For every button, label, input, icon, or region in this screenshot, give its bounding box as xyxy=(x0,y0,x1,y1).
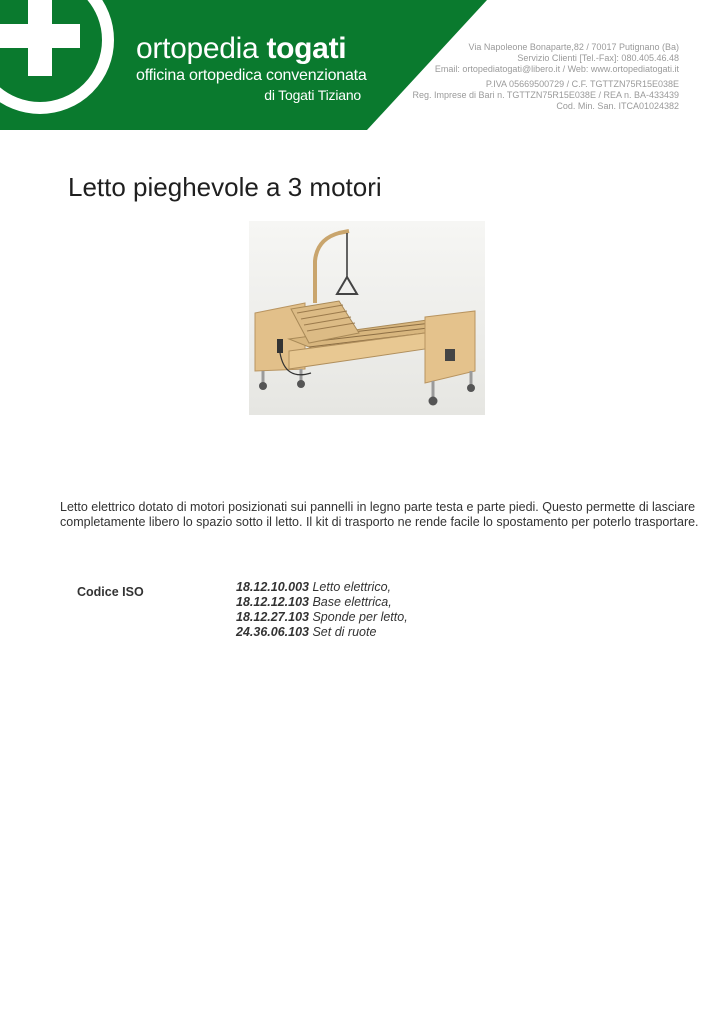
contact-info xyxy=(399,42,679,112)
contact-vat: P.IVA 05669500729 / C.F. TGTTZN75R15E038E xyxy=(485,79,679,89)
iso-code-number: 24.36.06.103 xyxy=(236,625,309,639)
iso-code-number: 18.12.10.003 xyxy=(236,580,309,594)
brand-name-bold: togati xyxy=(266,32,347,65)
header-banner xyxy=(0,0,724,130)
contact-email-web: Email: ortopediatogati@libero.it / Web: www.ortopediatogati.it xyxy=(434,64,679,74)
brand-name-light: ortopedia xyxy=(136,32,267,65)
brand-tagline: officina ortopedica convenzionata xyxy=(136,67,367,84)
iso-code-item xyxy=(236,610,408,625)
iso-code-item xyxy=(236,580,408,595)
iso-code-list xyxy=(236,580,408,640)
iso-code-number: 18.12.27.103 xyxy=(236,610,309,624)
product-description: Letto elettrico dotato di motori posizionati sui pannelli in legno parte testa e parte piedi. Questo permette di lasciare completamente libero lo spazio sotto il letto. Il kit di trasporto ne rende facile lo spostamento per poterlo trasportare. xyxy=(60,500,699,529)
iso-code-item xyxy=(236,595,408,610)
contact-phone: Servizio Clienti [Tel.-Fax]: 080.405.46.48 xyxy=(517,53,679,63)
iso-code-text: Sponde per letto, xyxy=(309,610,408,624)
iso-code-number: 18.12.12.103 xyxy=(236,595,309,609)
brand-name xyxy=(136,33,346,65)
product-title: Letto pieghevole a 3 motori xyxy=(68,172,382,202)
iso-code-text: Letto elettrico, xyxy=(309,580,391,594)
electric-bed-photo xyxy=(249,221,485,415)
iso-code-item xyxy=(236,625,408,640)
iso-code-text: Base elettrica, xyxy=(309,595,392,609)
medical-cross-logo-icon xyxy=(0,0,115,115)
contact-address: Via Napoleone Bonaparte,82 / 70017 Putignano (Ba) xyxy=(468,42,679,52)
contact-ministry-code: Cod. Min. San. ITCA01024382 xyxy=(556,101,679,111)
iso-code-label: Codice ISO xyxy=(77,585,144,599)
contact-registry: Reg. Imprese di Bari n. TGTTZN75R15E038E / REA n. BA-433439 xyxy=(412,90,679,100)
iso-code-text: Set di ruote xyxy=(309,625,377,639)
brand-owner: di Togati Tiziano xyxy=(264,87,361,103)
